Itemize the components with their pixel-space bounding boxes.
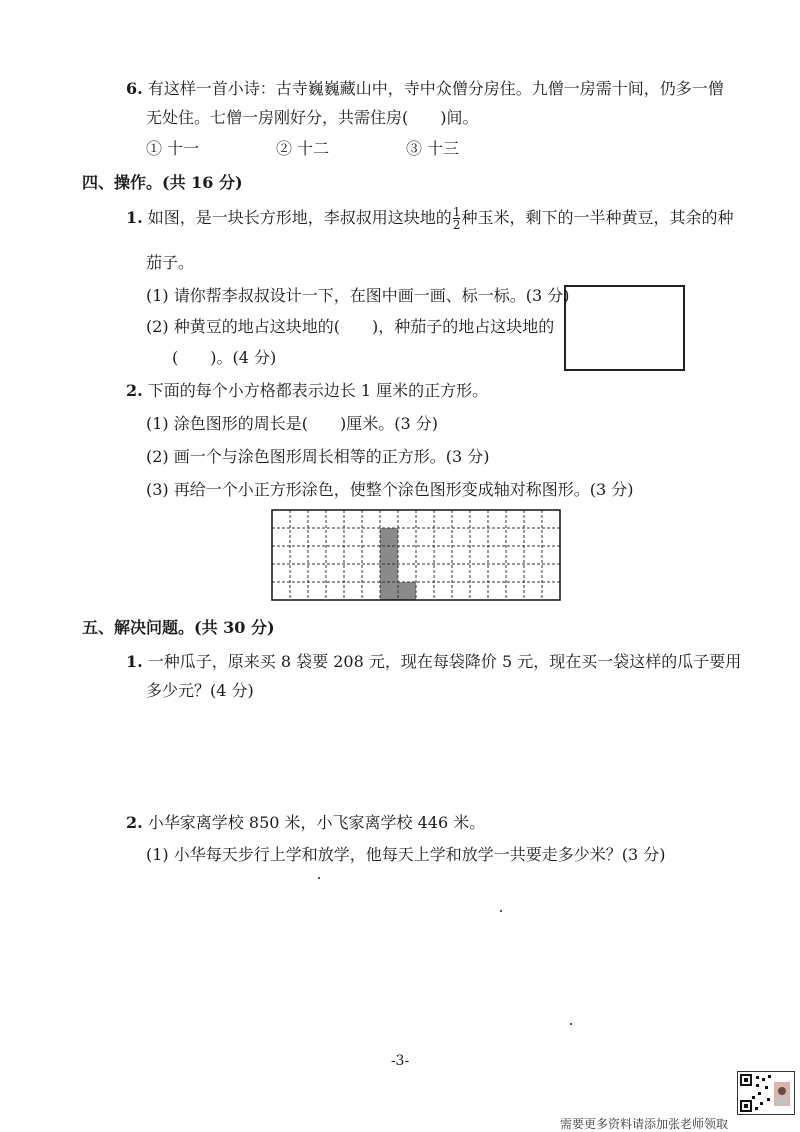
s4-q1-sub1: (1) 请你帮李叔叔设计一下，在图中画一画、标一标。(3 分) (146, 286, 570, 305)
q6-text-line2: 无处住。七僧一房刚好分，共需住房( )间。 (146, 108, 479, 127)
s5-q2-line1 (126, 812, 485, 834)
q6-number: 6. (126, 79, 143, 98)
q6-option-3[interactable]: ③ 十三 (406, 139, 460, 158)
s4-q1-text-before: 如图，是一块长方形地，李叔叔用这块地的 (147, 208, 452, 227)
fraction-denominator: 2 (452, 218, 461, 232)
s4-q1-line1 (126, 206, 733, 231)
qr-code-icon (737, 1071, 795, 1115)
footer-note: 需要更多资料请添加张老师领取 (560, 1117, 729, 1131)
s4-q1-sub2: (2) 种黄豆的地占这块地的( )，种茄子的地占这块地的 (146, 317, 555, 336)
q6-text-line1: 有这样一首小诗：古寺巍巍藏山中，寺中众僧分房住。九僧一房需十间，仍多一僧 (147, 79, 724, 98)
s4-q2-sub1: (1) 涂色图形的周长是( )厘米。(3 分) (146, 414, 438, 433)
q6-line1 (126, 78, 724, 100)
s5-q2-sub1: (1) 小华每天步行上学和放学，他每天上学和放学一共要走多少米？(3 分) (146, 845, 666, 864)
shaded-cell (380, 546, 398, 564)
qr-code-pattern (738, 1072, 794, 1114)
s4-q1-text-after: 种玉米，剩下的一半种黄豆，其余的种 (461, 208, 734, 227)
s5-q2-number: 2. (126, 813, 143, 832)
s4-q2-number: 2. (126, 381, 143, 400)
shaded-cell (380, 564, 398, 582)
square-grid[interactable] (271, 509, 561, 605)
scan-speck (318, 877, 320, 879)
s5-q2-text: 小华家离学校 850 米，小飞家离学校 446 米。 (147, 813, 486, 832)
s4-q2-sub2: (2) 画一个与涂色图形周长相等的正方形。(3 分) (146, 447, 490, 466)
q6-option-1[interactable]: ① 十一 (146, 139, 200, 158)
section5-title: 五、解决问题。(共 30 分) (82, 618, 275, 637)
section4-title: 四、操作。(共 16 分) (82, 173, 243, 192)
fraction-numerator: 1 (452, 205, 461, 219)
s4-q2-line1 (126, 380, 488, 402)
one-half-fraction (453, 206, 461, 231)
s4-q2-sub3: (3) 再给一个小正方形涂色，使整个涂色图形变成轴对称图形。(3 分) (146, 480, 634, 499)
shaded-cell (380, 582, 398, 600)
shaded-cell (380, 528, 398, 546)
scan-speck (500, 910, 502, 912)
s5-q1-line2: 多少元？(4 分) (146, 681, 254, 700)
s5-q1-line1 (126, 651, 741, 673)
s4-q1-line2: 茄子。 (146, 253, 195, 272)
scan-speck (570, 1023, 572, 1025)
s5-q1-text: 一种瓜子，原来买 8 袋要 208 元，现在每袋降价 5 元，现在买一袋这样的瓜子要用 (147, 652, 742, 671)
s4-q1-number: 1. (126, 208, 143, 227)
grid-svg[interactable] (271, 509, 561, 601)
s4-q2-text: 下面的每个小方格都表示边长 1 厘米的正方形。 (147, 381, 489, 400)
shaded-cell (398, 582, 416, 600)
s5-q1-number: 1. (126, 652, 143, 671)
rectangle-field-drawing-area[interactable] (564, 285, 685, 371)
s4-q1-sub2b: ( )。(4 分) (172, 348, 277, 367)
page-number: -3- (390, 1053, 410, 1069)
q6-option-2[interactable]: ② 十二 (276, 139, 330, 158)
